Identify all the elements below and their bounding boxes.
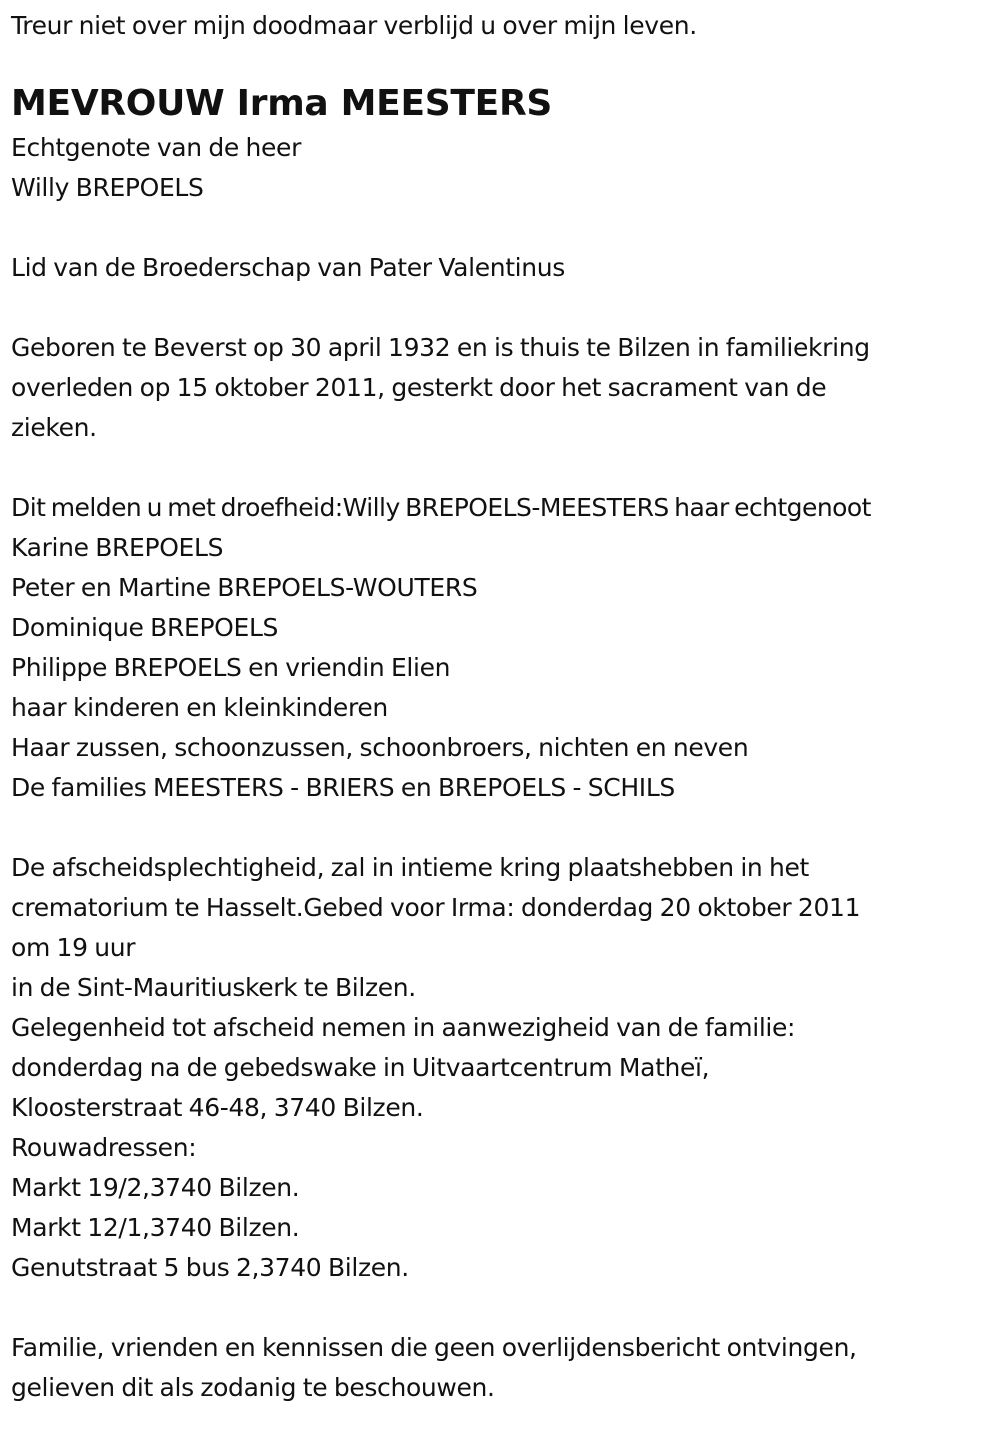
deceased-name: MEVROUW Irma MEESTERS [11,83,552,124]
mourning-address: Genutstraat 5 bus 2,3740 Bilzen. [11,1253,409,1282]
family-line: Dominique BREPOELS [11,613,279,642]
family-line: Philippe BREPOELS en vriendin Elien [11,653,451,682]
spouse-section [11,128,990,208]
paragraph-spacer [11,448,990,488]
paragraph-line: Geboren te Beverst op 30 april 1932 en is thuis te Bilzen in familiekring [11,333,870,362]
spouse-line: Echtgenote van de heer [11,133,301,162]
paragraph-line: zieken. [11,413,97,442]
family-line: haar kinderen en kleinkinderen [11,693,388,722]
ceremony-line: donderdag na de gebedswake in Uitvaartcentrum Matheï, [11,1053,710,1082]
ceremony-line: Gelegenheid tot afscheid nemen in aanwezigheid van de familie: [11,1013,796,1042]
closing-line: Familie, vrienden en kennissen die geen overlijdensbericht ontvingen, [11,1333,857,1362]
family-list [11,488,990,808]
ceremony-line: crematorium te Hasselt.Gebed voor Irma: donderdag 20 oktober 2011 [11,893,861,922]
paragraph-spacer [11,808,990,848]
membership-text: Lid van de Broederschap van Pater Valentinus [11,253,565,282]
spouse-name: Willy BREPOELS [11,173,204,202]
closing-line: gelieven dit als zodanig te beschouwen. [11,1373,495,1402]
paragraph-spacer [11,288,990,328]
birth-death-paragraph [11,328,990,448]
family-line: Peter en Martine BREPOELS-WOUTERS [11,573,478,602]
mourning-address: Markt 19/2,3740 Bilzen. [11,1173,300,1202]
ceremony-paragraph [11,848,990,1288]
ceremony-line: Kloosterstraat 46-48, 3740 Bilzen. [11,1093,424,1122]
ceremony-line: om 19 uur [11,933,136,962]
family-line: Haar zussen, schoonzussen, schoonbroers, nichten en neven [11,733,749,762]
paragraph-line: overleden op 15 oktober 2011, gesterkt door het sacrament van de [11,373,827,402]
motto-text: Treur niet over mijn doodmaar verblijd u over mijn leven. [11,11,697,40]
ceremony-line: in de Sint-Mauritiuskerk te Bilzen. [11,973,416,1002]
family-line: Karine BREPOELS [11,533,224,562]
family-line: De families MEESTERS - BRIERS en BREPOELS - SCHILS [11,773,675,802]
paragraph-spacer [11,1288,990,1328]
ceremony-line: Rouwadressen: [11,1133,197,1162]
mourning-address: Markt 12/1,3740 Bilzen. [11,1213,300,1242]
paragraph-spacer [11,208,990,248]
closing-paragraph [11,1328,990,1408]
ceremony-line: De afscheidsplechtigheid, zal in intieme kring plaatshebben in het [11,853,809,882]
family-line: Dit melden u met droefheid:Willy BREPOELS-MEESTERS haar echtgenoot [11,493,871,522]
